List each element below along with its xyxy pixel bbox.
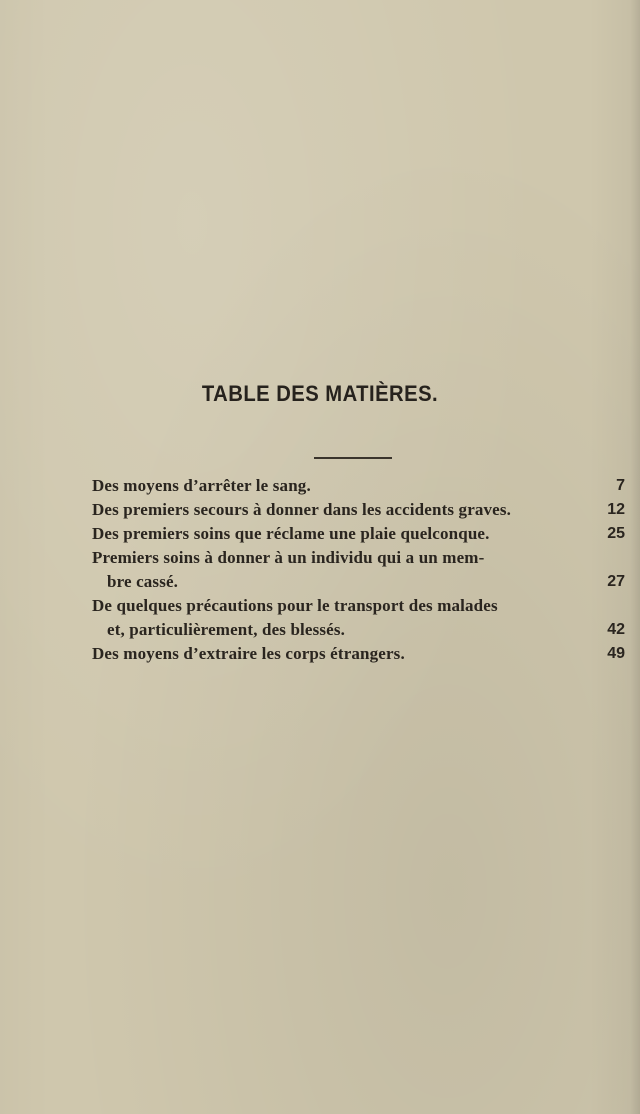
toc-page-number: 49	[607, 645, 625, 662]
toc-entry-text: Des moyens d’extraire les corps étrangers.	[92, 644, 405, 663]
toc-page-number: 25	[607, 525, 625, 542]
toc-entry	[0, 522, 640, 546]
toc-line	[0, 474, 640, 498]
toc-page-number: 42	[607, 621, 625, 638]
toc-entry	[0, 498, 640, 522]
toc-entry	[0, 546, 640, 594]
title-divider	[314, 457, 392, 459]
toc-line	[0, 642, 640, 666]
toc-entry	[0, 642, 640, 666]
toc-page-number: 12	[607, 501, 625, 518]
page-title: TABLE DES MATIÈRES.	[201, 381, 439, 406]
toc-line	[0, 498, 640, 522]
toc-entry-text-continuation: bre cassé.	[107, 572, 179, 591]
toc-entry	[0, 474, 640, 498]
toc-entry-text-continuation: et, particulièrement, des blessés.	[107, 620, 346, 639]
toc-page-number: 7	[616, 477, 625, 494]
toc-entry-text: Premiers soins à donner à un individu qui a un mem-	[92, 548, 485, 567]
toc-entry-text: Des premiers secours à donner dans les accidents graves.	[92, 500, 512, 519]
table-of-contents	[0, 474, 640, 666]
toc-line	[0, 594, 640, 618]
toc-page-number: 27	[607, 573, 625, 590]
toc-entry	[0, 594, 640, 642]
toc-line-continuation	[0, 570, 640, 594]
toc-line-continuation	[0, 618, 640, 642]
toc-line	[0, 546, 640, 570]
toc-entry-text: Des premiers soins que réclame une plaie quelconque.	[92, 524, 490, 543]
toc-entry-text: De quelques précautions pour le transport des malades	[92, 596, 498, 615]
toc-line	[0, 522, 640, 546]
toc-entry-text: Des moyens d’arrêter le sang.	[92, 476, 311, 495]
